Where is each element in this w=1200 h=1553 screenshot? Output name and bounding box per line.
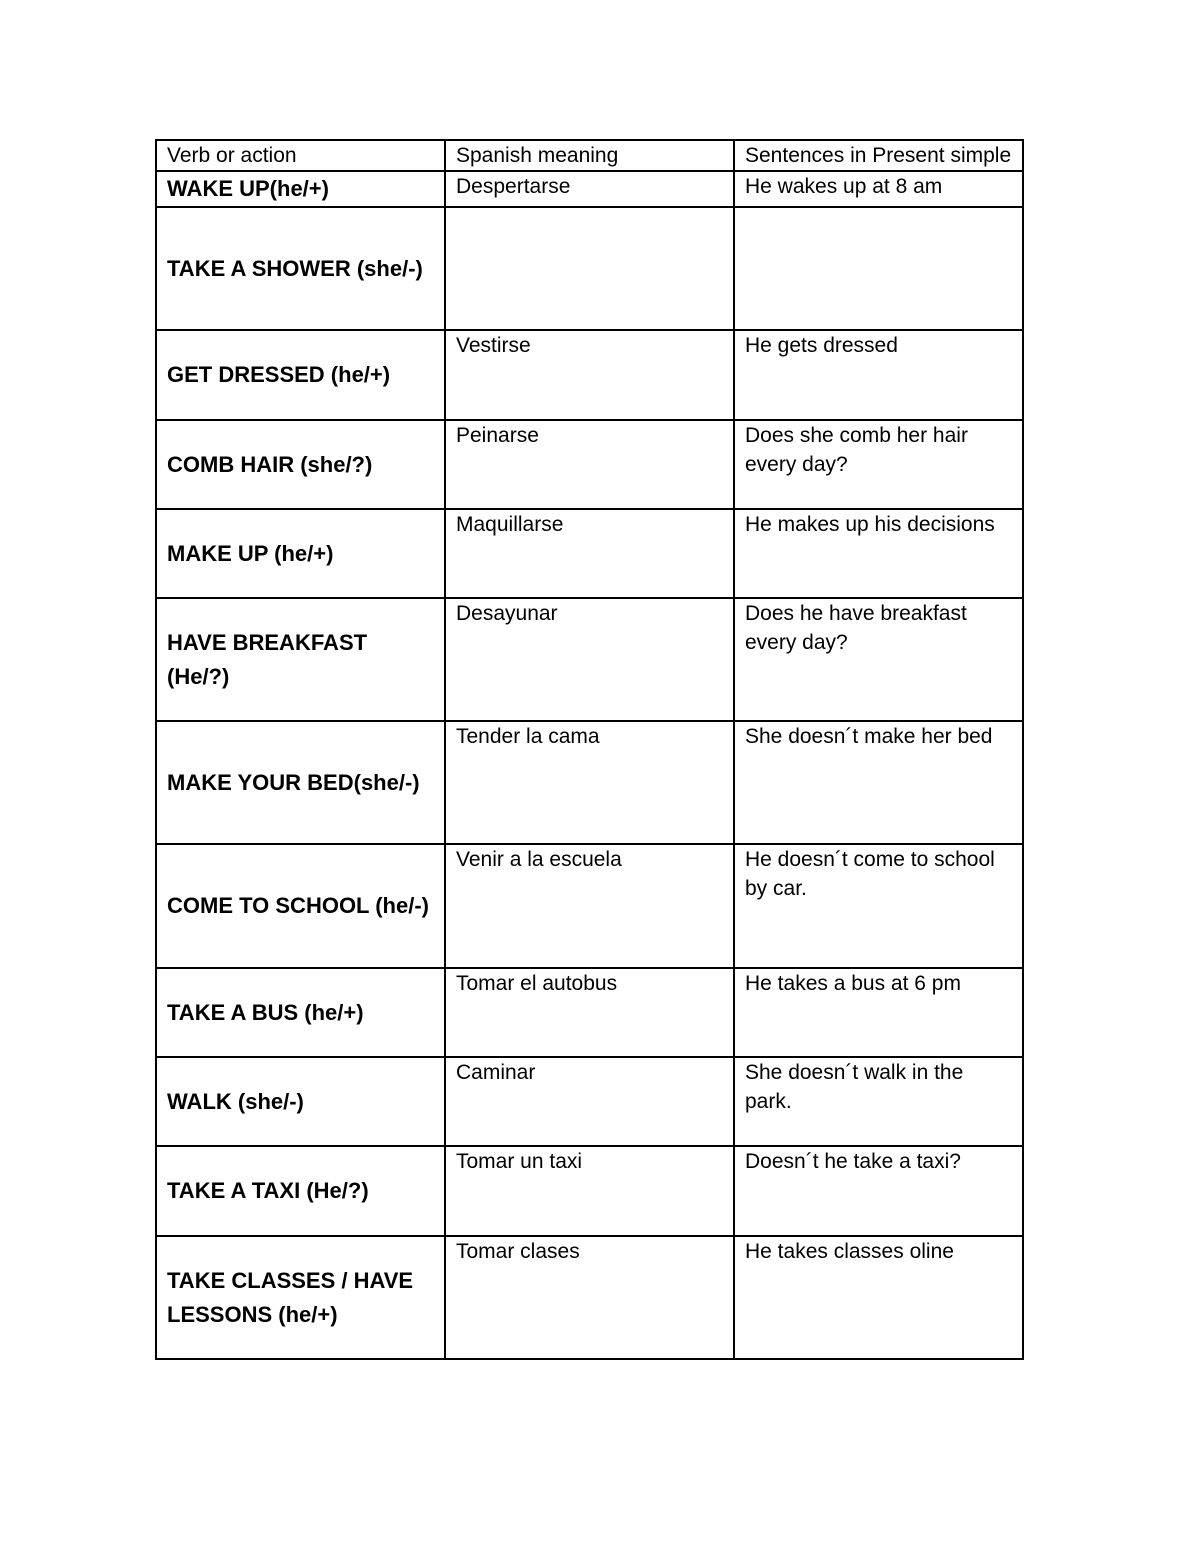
spanish-cell [445, 207, 734, 330]
table-row [156, 1236, 1023, 1359]
verb-cell: TAKE A BUS (he/+) [156, 968, 445, 1057]
spanish-cell: Maquillarse [445, 509, 734, 598]
sentence-cell: She doesn´t make her bed [734, 721, 1023, 844]
sentence-cell: He takes classes oline [734, 1236, 1023, 1359]
sentence-cell: Does she comb her hair every day? [734, 420, 1023, 509]
table-row [156, 1146, 1023, 1236]
sentence-cell: She doesn´t walk in the park. [734, 1057, 1023, 1146]
table-row [156, 509, 1023, 598]
header-verb: Verb or action [156, 140, 445, 171]
sentence-cell: He gets dressed [734, 330, 1023, 420]
spanish-cell: Tender la cama [445, 721, 734, 844]
header-sentence: Sentences in Present simple [734, 140, 1023, 171]
verb-cell: GET DRESSED (he/+) [156, 330, 445, 420]
spanish-cell: Tomar clases [445, 1236, 734, 1359]
table-row [156, 330, 1023, 420]
sentence-cell: Doesn´t he take a taxi? [734, 1146, 1023, 1236]
verb-cell: WALK (she/-) [156, 1057, 445, 1146]
table-row [156, 844, 1023, 968]
verb-cell: MAKE UP (he/+) [156, 509, 445, 598]
verb-cell: TAKE A SHOWER (she/-) [156, 207, 445, 330]
sentence-cell: He wakes up at 8 am [734, 171, 1023, 207]
spanish-cell: Venir a la escuela [445, 844, 734, 968]
table-header-row [156, 140, 1023, 171]
table-row [156, 968, 1023, 1057]
verb-cell: WAKE UP(he/+) [156, 171, 445, 207]
verb-cell: TAKE A TAXI (He/?) [156, 1146, 445, 1236]
spanish-cell: Desayunar [445, 598, 734, 721]
spanish-cell: Peinarse [445, 420, 734, 509]
table-row [156, 721, 1023, 844]
spanish-cell: Tomar el autobus [445, 968, 734, 1057]
verb-cell: COME TO SCHOOL (he/-) [156, 844, 445, 968]
spanish-cell: Tomar un taxi [445, 1146, 734, 1236]
header-spanish: Spanish meaning [445, 140, 734, 171]
sentence-cell: He doesn´t come to school by car. [734, 844, 1023, 968]
vocabulary-table [155, 139, 1024, 1360]
table-row [156, 1057, 1023, 1146]
table-row [156, 207, 1023, 330]
spanish-cell: Despertarse [445, 171, 734, 207]
table-row [156, 598, 1023, 721]
sentence-cell: He makes up his decisions [734, 509, 1023, 598]
table-row [156, 420, 1023, 509]
spanish-cell: Caminar [445, 1057, 734, 1146]
sentence-cell: He takes a bus at 6 pm [734, 968, 1023, 1057]
sentence-cell: Does he have breakfast every day? [734, 598, 1023, 721]
verb-cell: MAKE YOUR BED(she/-) [156, 721, 445, 844]
sentence-cell [734, 207, 1023, 330]
verb-cell: TAKE CLASSES / HAVE LESSONS (he/+) [156, 1236, 445, 1359]
spanish-cell: Vestirse [445, 330, 734, 420]
verb-cell: HAVE BREAKFAST (He/?) [156, 598, 445, 721]
table-row [156, 171, 1023, 207]
verb-cell: COMB HAIR (she/?) [156, 420, 445, 509]
